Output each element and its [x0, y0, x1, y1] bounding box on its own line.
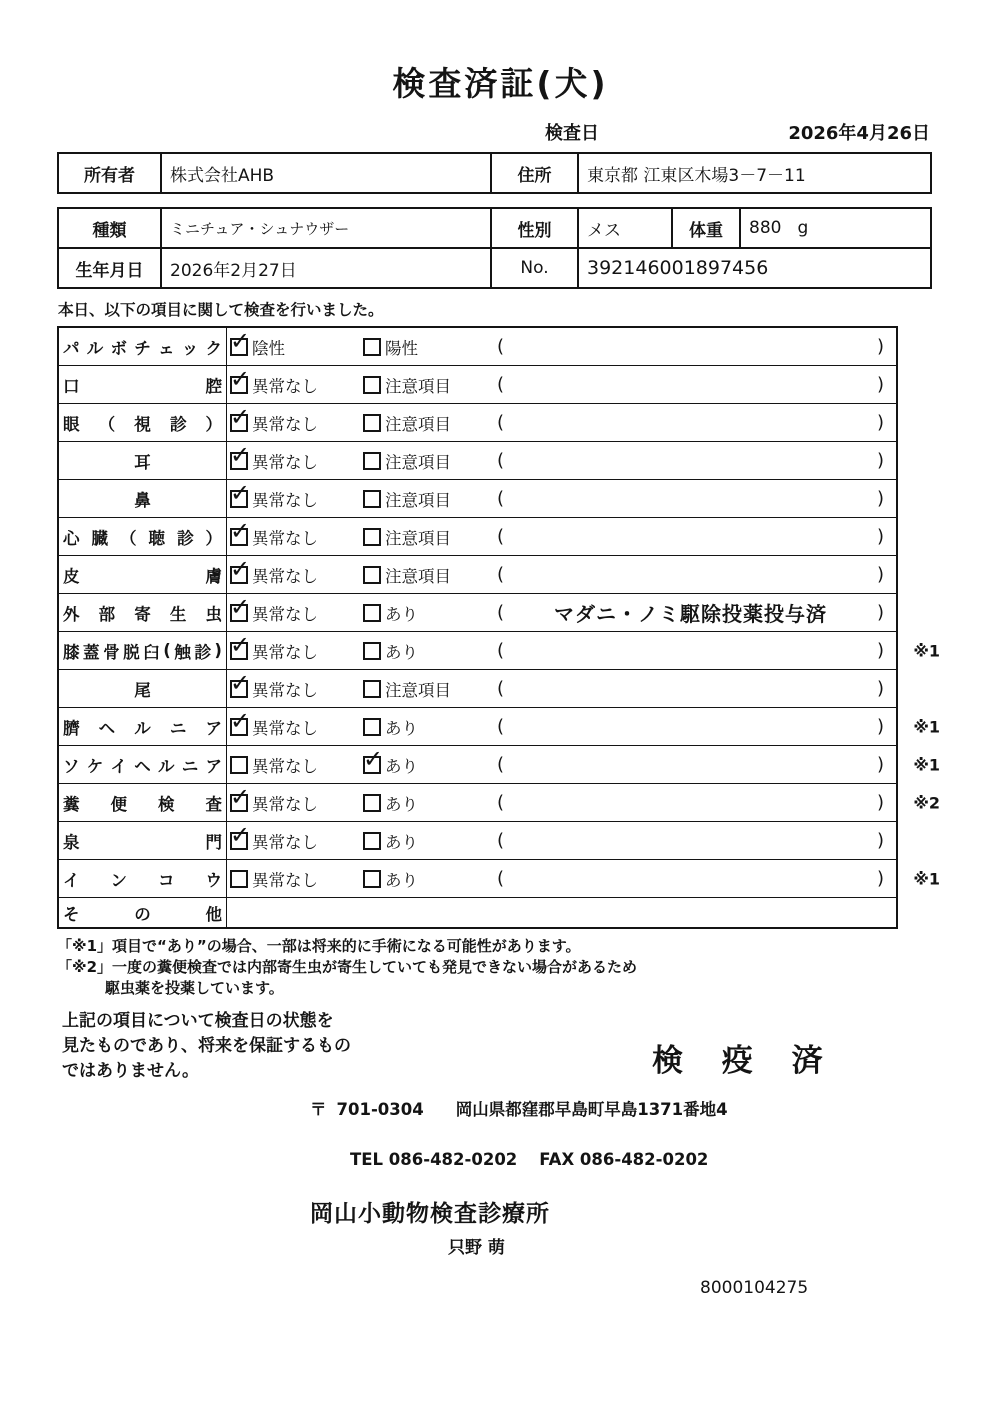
- exam-option-label: あり: [385, 604, 418, 624]
- owner-label: 所有者: [58, 153, 161, 193]
- exam-option-1: [230, 791, 363, 815]
- exam-option-label: 異常なし: [252, 642, 318, 662]
- exam-option-label: あり: [385, 832, 418, 852]
- remark-paren-close: ): [876, 488, 884, 509]
- exam-option-2: [363, 525, 497, 549]
- exam-row: [59, 822, 896, 860]
- exam-option-label: 陰性: [252, 338, 285, 358]
- remark-paren-open: (: [497, 602, 505, 623]
- exam-item-result: [227, 860, 896, 897]
- postal-code: 701-0304: [336, 1100, 424, 1119]
- exam-option-1: [230, 829, 363, 853]
- remark-paren-close: ): [876, 374, 884, 395]
- exam-option-1: [230, 335, 363, 359]
- exam-option-label: あり: [385, 794, 418, 814]
- exam-option-2: [363, 829, 497, 853]
- clinic-tel: TEL 086-482-0202: [350, 1150, 518, 1169]
- exam-option-label: 異常なし: [252, 414, 318, 434]
- disclaimer-line2: 見たものであり、将来を保証するもの: [62, 1036, 351, 1056]
- exam-item-label: イ ン コ ウ: [59, 860, 227, 897]
- exam-item-result: [227, 898, 896, 927]
- empty-checkbox-icon: [363, 870, 381, 888]
- exam-row: [59, 404, 896, 442]
- exam-option-label: 注意項目: [385, 528, 451, 548]
- empty-checkbox-icon: [363, 794, 381, 812]
- exam-option-1: [230, 601, 363, 625]
- clinic-postal-line: [310, 1096, 1001, 1120]
- checked-checkbox-icon: [230, 566, 248, 584]
- owner-row: [58, 153, 931, 193]
- exam-option-label: 注意項目: [385, 414, 451, 434]
- empty-checkbox-icon: [230, 756, 248, 774]
- reference-mark: ※2: [913, 793, 940, 812]
- remark-paren-open: (: [497, 640, 505, 661]
- exam-option-label: 異常なし: [252, 756, 318, 776]
- exam-option-label: あり: [385, 718, 418, 738]
- exam-item-result: [227, 518, 896, 555]
- exam-option-1: [230, 525, 363, 549]
- exam-option-label: 異常なし: [252, 604, 318, 624]
- exam-row: [59, 480, 896, 518]
- exam-item-result: [227, 328, 896, 365]
- exam-item-result: [227, 556, 896, 593]
- inspection-date-value: 2026年4月26日: [788, 123, 930, 144]
- empty-checkbox-icon: [363, 452, 381, 470]
- disclaimer: [62, 1009, 462, 1084]
- exam-item-result: [227, 822, 896, 859]
- weight-value-cell: [740, 208, 931, 248]
- checked-checkbox-icon: [230, 680, 248, 698]
- checked-checkbox-icon: [230, 338, 248, 356]
- checked-checkbox-icon: [230, 794, 248, 812]
- checked-checkbox-icon: [230, 376, 248, 394]
- disclaimer-and-stamp: [62, 1009, 1001, 1084]
- empty-checkbox-icon: [363, 414, 381, 432]
- reference-mark: ※1: [913, 717, 940, 736]
- exam-item-result: [227, 594, 896, 631]
- exam-item-result: [227, 670, 896, 707]
- exam-option-2: [363, 601, 497, 625]
- remark-paren-open: (: [497, 526, 505, 547]
- exam-option-label: 異常なし: [252, 680, 318, 700]
- exam-option-label: あり: [385, 870, 418, 890]
- remark-paren-open: (: [497, 830, 505, 851]
- exam-item-label: 外 部 寄 生 虫: [59, 594, 227, 631]
- exam-option-2: [363, 335, 497, 359]
- checked-checkbox-icon: [230, 642, 248, 660]
- exam-row: [59, 328, 896, 366]
- exam-option-label: あり: [385, 642, 418, 662]
- exam-option-2: [363, 867, 497, 891]
- exam-item-label: 臍 ヘ ル ニ ア: [59, 708, 227, 745]
- exam-option-1: [230, 373, 363, 397]
- checked-checkbox-icon: [230, 718, 248, 736]
- clinic-address: 岡山県都窪郡早島町早島1371番地4: [455, 1100, 728, 1119]
- remark-paren-close: ): [876, 716, 884, 737]
- exam-item-result: [227, 632, 896, 669]
- remark-paren-open: (: [497, 716, 505, 737]
- checked-checkbox-icon: [230, 452, 248, 470]
- checked-checkbox-icon: [363, 756, 381, 774]
- postal-mark: 〒: [310, 1100, 327, 1119]
- quarantine-complete-stamp: 検 疫 済: [652, 1043, 837, 1079]
- exam-row: [59, 632, 940, 670]
- remark-paren-close: ): [876, 792, 884, 813]
- exam-option-label: あり: [385, 756, 418, 776]
- empty-checkbox-icon: [363, 376, 381, 394]
- exam-table: [57, 326, 940, 929]
- exam-item-label: そ の 他: [59, 898, 227, 927]
- exam-option-1: [230, 753, 363, 777]
- empty-checkbox-icon: [363, 680, 381, 698]
- exam-option-label: 異常なし: [252, 490, 318, 510]
- checked-checkbox-icon: [230, 414, 248, 432]
- sex-value: メス: [578, 208, 672, 248]
- remark-paren-close: ): [876, 602, 884, 623]
- exam-item-result: [227, 784, 896, 821]
- empty-checkbox-icon: [363, 490, 381, 508]
- clinic-fax: FAX 086-482-0202: [539, 1150, 709, 1169]
- exam-option-1: [230, 411, 363, 435]
- empty-checkbox-icon: [363, 528, 381, 546]
- remark-paren-close: ): [876, 450, 884, 471]
- exam-option-label: 異常なし: [252, 832, 318, 852]
- empty-checkbox-icon: [363, 832, 381, 850]
- checked-checkbox-icon: [230, 832, 248, 850]
- remark-paren-close: ): [876, 754, 884, 775]
- exam-option-2: [363, 677, 497, 701]
- exam-option-1: [230, 867, 363, 891]
- exam-option-2: [363, 715, 497, 739]
- disclaimer-line3: ではありません。: [62, 1061, 200, 1081]
- remark-paren-open: (: [497, 792, 505, 813]
- checked-checkbox-icon: [230, 604, 248, 622]
- exam-item-label: 鼻: [59, 480, 227, 517]
- remark-paren-open: (: [497, 754, 505, 775]
- exam-option-label: 異常なし: [252, 870, 318, 890]
- exam-option-1: [230, 449, 363, 473]
- exam-item-label: ソ ケ イ ヘ ル ニ ア: [59, 746, 227, 783]
- exam-option-label: 異常なし: [252, 718, 318, 738]
- weight-value: 880: [749, 218, 782, 238]
- vet-name: 只野 萌: [448, 1238, 505, 1258]
- remark-paren-close: ): [876, 640, 884, 661]
- remark-paren-close: ): [876, 526, 884, 547]
- footnote-1: 「※1」項目で“あり”の場合、一部は将来的に手術になる可能性があります。: [57, 937, 581, 955]
- exam-item-result: [227, 442, 896, 479]
- birthdate-label: 生年月日: [58, 248, 161, 288]
- exam-option-2: [363, 563, 497, 587]
- exam-option-label: 異常なし: [252, 566, 318, 586]
- owner-table: [57, 152, 932, 194]
- exam-item-label: 泉 門: [59, 822, 227, 859]
- id-number-value: 392146001897456: [578, 248, 931, 288]
- exam-item-result: [227, 746, 896, 783]
- remark-paren-open: (: [497, 336, 505, 357]
- exam-item-label: 心 臓 （ 聴 診 ）: [59, 518, 227, 555]
- exam-item-label: 口 腔: [59, 366, 227, 403]
- exam-option-2: [363, 791, 497, 815]
- exam-option-label: 異常なし: [252, 794, 318, 814]
- inspection-date-row: [57, 119, 930, 145]
- weight-unit: g: [797, 218, 809, 238]
- exam-option-1: [230, 639, 363, 663]
- exam-option-2: [363, 411, 497, 435]
- remark-paren-open: (: [497, 868, 505, 889]
- exam-item-label: 皮 膚: [59, 556, 227, 593]
- clinic-tel-line: [350, 1150, 1001, 1169]
- remark-paren-open: (: [497, 678, 505, 699]
- exam-remark: マダニ・ノミ駆除投薬投与済: [554, 602, 827, 626]
- clinic-name: 岡山小動物検査診療所: [310, 1201, 550, 1227]
- birthdate-value: 2026年2月27日: [161, 248, 491, 288]
- footnotes: [57, 936, 1001, 999]
- exam-option-label: 異常なし: [252, 528, 318, 548]
- remark-paren-open: (: [497, 564, 505, 585]
- reference-mark: ※1: [913, 869, 940, 888]
- weight-label: 体重: [672, 208, 740, 248]
- exam-option-label: 注意項目: [385, 376, 451, 396]
- intro-sentence: 本日、以下の項目に関して検査を行いました。: [58, 301, 384, 319]
- owner-address-label: 住所: [491, 153, 578, 193]
- exam-item-result: [227, 480, 896, 517]
- exam-row: [59, 746, 940, 784]
- id-number-label: No.: [491, 248, 578, 288]
- remark-paren-close: ): [876, 868, 884, 889]
- breed-value: ミニチュア・シュナウザー: [161, 208, 491, 248]
- owner-value: 株式会社AHB: [161, 153, 491, 193]
- exam-row: [59, 898, 896, 927]
- remark-paren-open: (: [497, 488, 505, 509]
- empty-checkbox-icon: [363, 566, 381, 584]
- owner-address-value: 東京都 江東区木場3－7－11: [578, 153, 931, 193]
- exam-option-1: [230, 487, 363, 511]
- exam-option-label: 注意項目: [385, 680, 451, 700]
- exam-item-label: 糞 便 検 査: [59, 784, 227, 821]
- remark-paren-close: ): [876, 564, 884, 585]
- birthdate-row: [58, 248, 931, 288]
- exam-row: [59, 556, 896, 594]
- animal-info-table: [57, 207, 932, 289]
- reference-mark: ※1: [913, 641, 940, 660]
- footnote-2-line1: 「※2」一度の糞便検査では内部寄生虫が寄生していても発見できない場合があるため: [57, 958, 638, 976]
- exam-option-label: 注意項目: [385, 490, 451, 510]
- remark-paren-close: ): [876, 830, 884, 851]
- inspection-date-label: 検査日: [545, 123, 599, 144]
- exam-option-2: [363, 753, 497, 777]
- exam-row: [59, 784, 940, 822]
- exam-item-label: 尾: [59, 670, 227, 707]
- exam-option-2: [363, 449, 497, 473]
- empty-checkbox-icon: [363, 604, 381, 622]
- breed-row: [58, 208, 931, 248]
- exam-row: [59, 670, 896, 708]
- exam-option-2: [363, 373, 497, 397]
- exam-option-1: [230, 715, 363, 739]
- exam-row: [59, 594, 896, 632]
- empty-checkbox-icon: [363, 642, 381, 660]
- breed-label: 種類: [58, 208, 161, 248]
- exam-option-1: [230, 677, 363, 701]
- page-title: 検査済証(犬): [392, 64, 609, 103]
- footnote-2-line2: 駆虫薬を投薬しています。: [105, 979, 284, 997]
- exam-item-label: 耳: [59, 442, 227, 479]
- remark-paren-open: (: [497, 374, 505, 395]
- exam-item-label: 眼 （ 視 診 ）: [59, 404, 227, 441]
- sex-label: 性別: [491, 208, 578, 248]
- exam-option-label: 注意項目: [385, 452, 451, 472]
- remark-paren-close: ): [876, 336, 884, 357]
- empty-checkbox-icon: [363, 338, 381, 356]
- exam-item-result: [227, 708, 896, 745]
- checked-checkbox-icon: [230, 528, 248, 546]
- reference-mark: ※1: [913, 755, 940, 774]
- exam-item-result: [227, 404, 896, 441]
- disclaimer-line1: 上記の項目について検査日の状態を: [62, 1011, 334, 1031]
- exam-option-label: 異常なし: [252, 376, 318, 396]
- remark-paren-close: ): [876, 412, 884, 433]
- checked-checkbox-icon: [230, 490, 248, 508]
- remark-paren-open: (: [497, 412, 505, 433]
- exam-row: [59, 518, 896, 556]
- remark-paren-open: (: [497, 450, 505, 471]
- exam-option-2: [363, 639, 497, 663]
- exam-option-1: [230, 563, 363, 587]
- exam-row: [59, 708, 940, 746]
- exam-item-label: パ ル ボ チ ェ ッ ク: [59, 328, 227, 365]
- remark-paren-close: ): [876, 678, 884, 699]
- exam-option-label: 異常なし: [252, 452, 318, 472]
- exam-item-result: [227, 366, 896, 403]
- exam-option-2: [363, 487, 497, 511]
- empty-checkbox-icon: [363, 718, 381, 736]
- exam-row: [59, 860, 940, 898]
- empty-checkbox-icon: [230, 870, 248, 888]
- serial-number: 8000104275: [700, 1278, 809, 1298]
- exam-option-label: 注意項目: [385, 566, 451, 586]
- exam-item-label: 膝 蓋 骨 脱 臼 ( 触 診 ): [59, 632, 227, 669]
- exam-row: [59, 366, 896, 404]
- exam-option-label: 陽性: [385, 338, 418, 358]
- exam-row: [59, 442, 896, 480]
